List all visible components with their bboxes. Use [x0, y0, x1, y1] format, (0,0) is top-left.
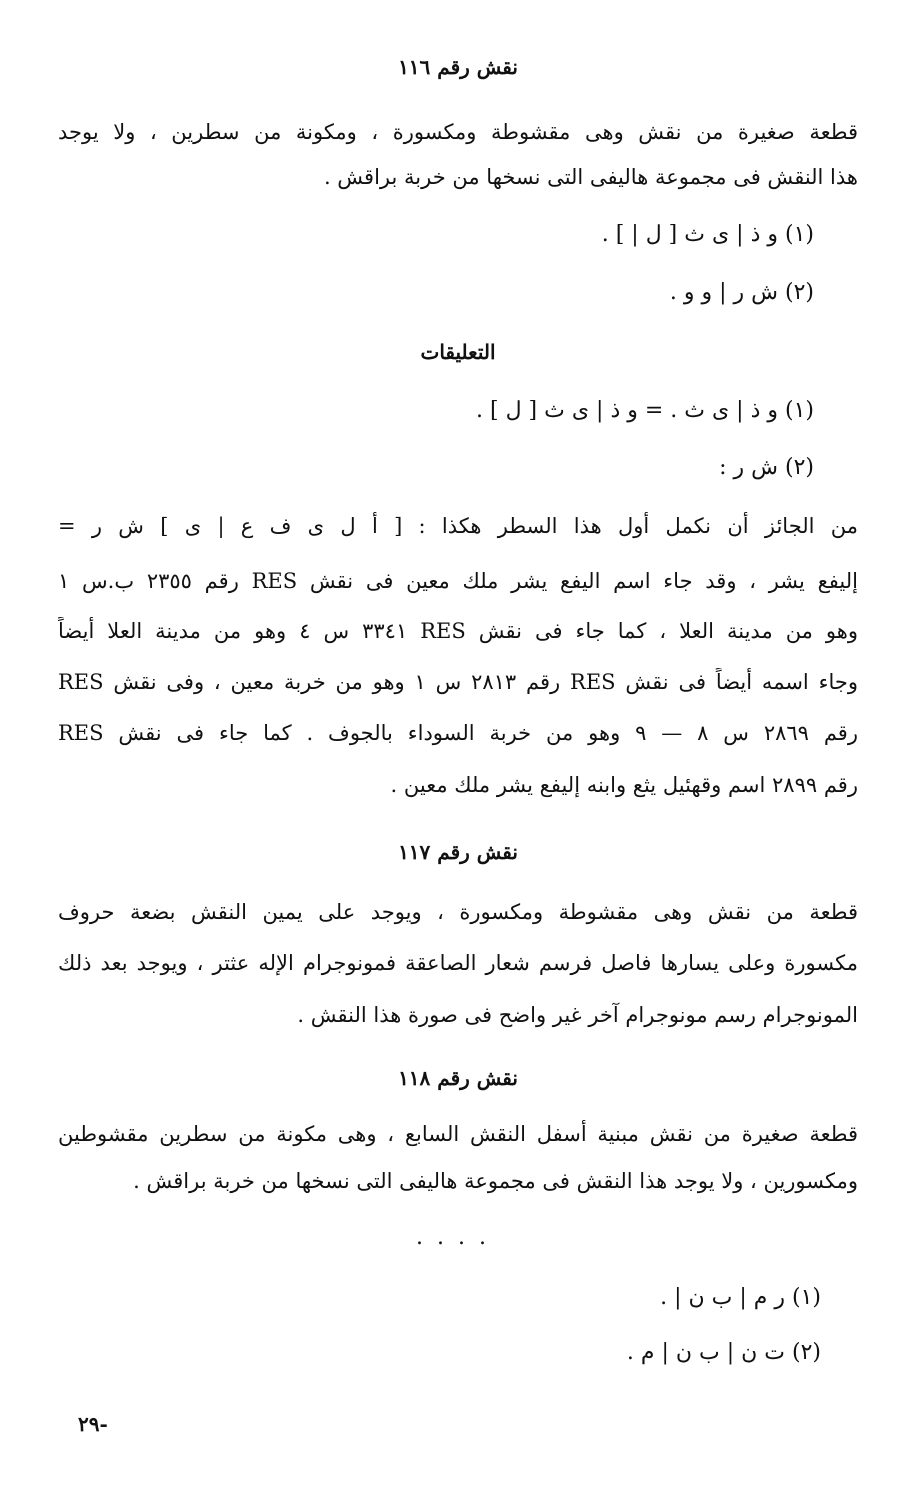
section-118-paragraph-line: قطعة صغيرة من نقش مبنية أسفل النقش السابع ، وهى مكونة من سطرين مقشوطين [58, 1122, 858, 1146]
note-line-2: (٢) ش ر : [719, 455, 814, 480]
section-118-inscription-line-1: (١) ر م | ب ن | . [660, 1285, 821, 1310]
section-118-heading: نقش رقم ١١٨ [398, 1066, 518, 1090]
section-116-inscription-line-1: (١) و ذ | ى ث [ ل | ] . [601, 222, 814, 247]
section-116-paragraph-line: قطعة صغيرة من نقش وهى مقشوطة ومكسورة ، ومكونة من سطرين ، ولا يوجد [58, 120, 858, 144]
commentary-line: رقم ٢٨٩٩ اسم وقهئيل يثع وابنه إليفع يشر ملك معين . [390, 773, 858, 797]
section-117-paragraph-line: مكسورة وعلى يسارها فاصل فرسم شعار الصاعقة فمونوجرام الإله عثتر ، ويوجد بعد ذلك [58, 951, 858, 975]
commentary-line: من الجائز أن نكمل أول هذا السطر هكذا : [ أ ل ى ف ع | ى ] ش ر = [58, 514, 858, 538]
commentary-line: إليفع يشر ، وقد جاء اسم اليفع يشر ملك معين فى نقش RES رقم ٢٣٥٥ ب.س ١ [58, 569, 858, 593]
section-118-paragraph-line: ومكسورين ، ولا يوجد هذا النقش فى مجموعة هاليفى التى نسخها من خربة براقش . [133, 1169, 858, 1193]
section-118-inscription-line-2: (٢) ت ن | ب ن | م . [626, 1340, 821, 1365]
section-116-paragraph-line: هذا النقش فى مجموعة هاليفى التى نسخها من خربة براقش . [323, 165, 858, 189]
commentary-line: رقم ٢٨٦٩ س ٨ — ٩ وهو من خربة السوداء بالجوف . كما جاء فى نقش RES [58, 721, 858, 745]
ellipsis-dots: .... [416, 1225, 500, 1250]
notes-heading: التعليقات [420, 340, 496, 364]
section-116-inscription-line-2: (٢) ش ر | و و . [669, 280, 814, 305]
page-number: -٢٩ [78, 1412, 108, 1436]
commentary-line: وجاء اسمه أيضاً فى نقش RES رقم ٢٨١٣ س ١ وهو من خربة معين ، وفى نقش RES [58, 670, 858, 694]
section-116-heading: نقش رقم ١١٦ [398, 55, 518, 79]
commentary-line: وهو من مدينة العلا ، كما جاء فى نقش RES ٣٣٤١ س ٤ وهو من مدينة العلا أيضاً [58, 619, 858, 643]
section-117-paragraph-line: المونوجرام رسم مونوجرام آخر غير واضح فى صورة هذا النقش . [297, 1003, 858, 1027]
note-line-1: (١) و ذ | ى ث . = و ذ | ى ث [ ل ] . [476, 398, 814, 423]
section-117-heading: نقش رقم ١١٧ [398, 840, 518, 864]
section-117-paragraph-line: قطعة من نقش وهى مقشوطة ومكسورة ، ويوجد على يمين النقش بضعة حروف [58, 900, 858, 924]
